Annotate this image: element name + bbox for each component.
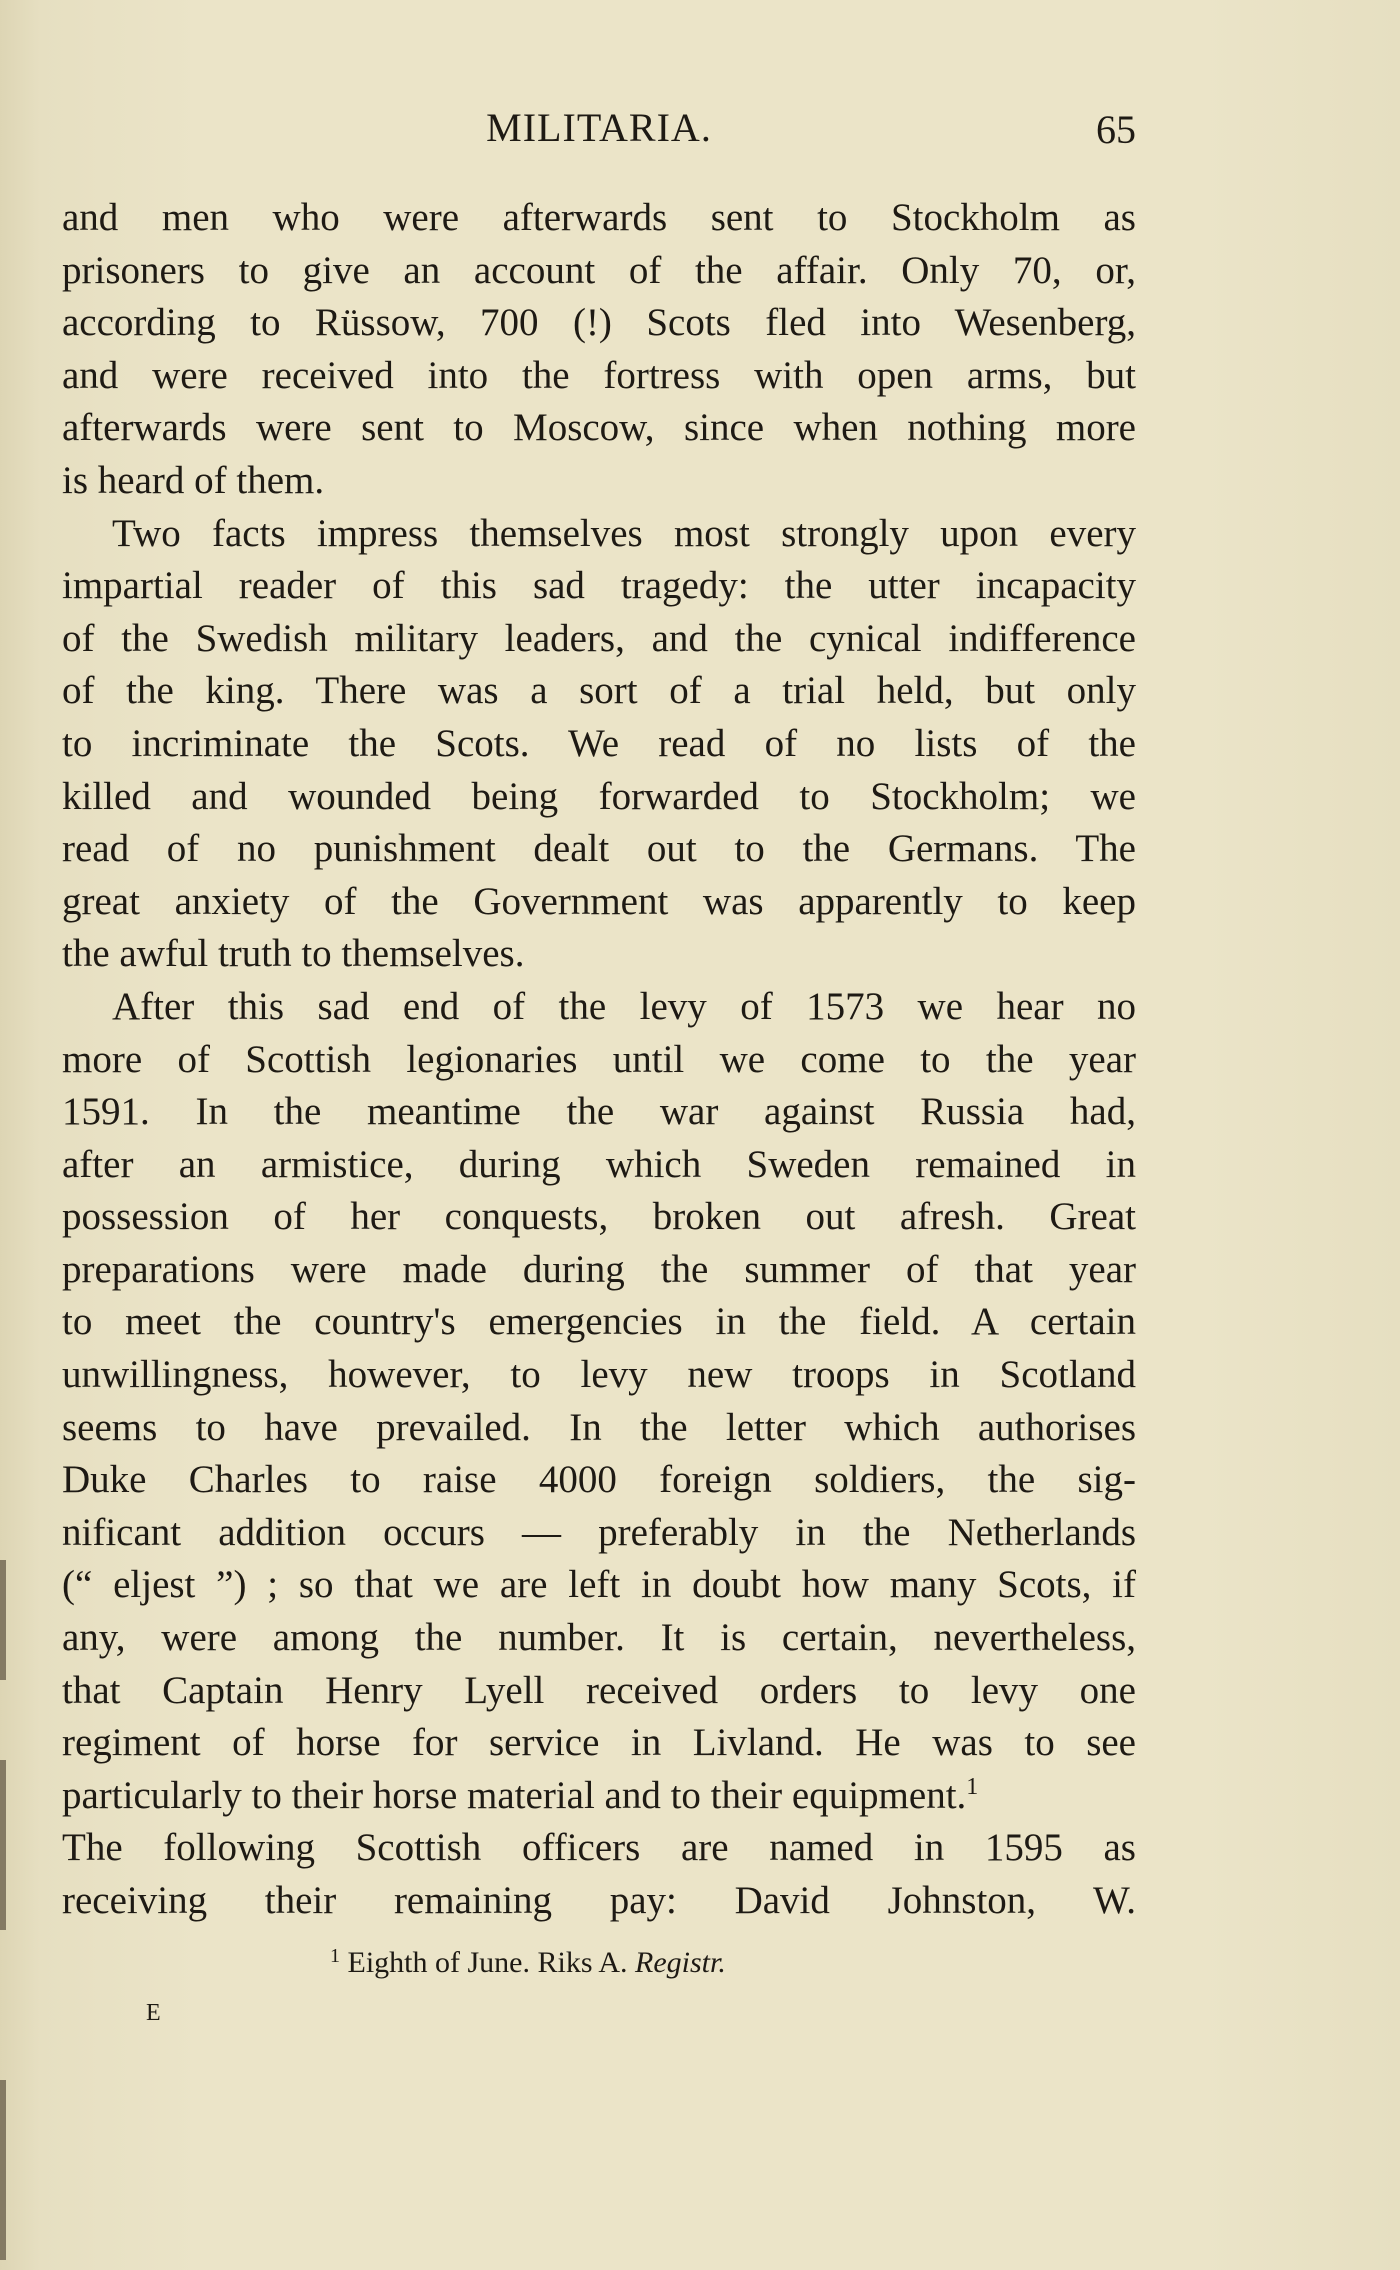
text-line: Duke Charles to raise 4000 foreign soldiers, the sig- xyxy=(62,1458,1136,1502)
footnote-reference: 1 xyxy=(966,1773,979,1800)
text-line: afterwards were sent to Moscow, since when nothing more xyxy=(62,406,1136,450)
text-line: impartial reader of this sad tragedy: the utter incapacity xyxy=(62,564,1136,608)
page-header xyxy=(62,98,1136,162)
binding-edge-mark xyxy=(0,1760,6,1930)
paragraph xyxy=(62,192,1136,508)
running-title: MILITARIA. xyxy=(486,105,712,150)
text-line: to meet the country's emergencies in the field. A certain xyxy=(62,1300,1136,1344)
page-number: 65 xyxy=(1096,107,1136,152)
text-line: 1591. In the meantime the war against Russia had, xyxy=(62,1090,1136,1134)
binding-edge-mark xyxy=(0,1560,6,1680)
text-line: great anxiety of the Government was apparently to keep xyxy=(62,879,1136,923)
text-line: according to Rüssow, 700 (!) Scots fled into Wesenberg, xyxy=(62,301,1136,345)
text-line: Two facts impress themselves most strongly upon every xyxy=(112,511,1136,555)
text-line: After this sad end of the levy of 1573 we hear no xyxy=(112,984,1136,1028)
text-line: killed and wounded being forwarded to Stockholm; we xyxy=(62,774,1136,818)
text-line: (“ eljest ”) ; so that we are left in doubt how many Scots, if xyxy=(62,1563,1136,1607)
footnote-marker: 1 xyxy=(330,1945,340,1967)
text-line: regiment of horse for service in Livland. He was to see xyxy=(62,1721,1136,1765)
footnote-text: Eighth of June. Riks A. xyxy=(347,1946,628,1979)
text-line: more of Scottish legionaries until we come to the year xyxy=(62,1037,1136,1081)
text-line: The following Scottish officers are named in 1595 as xyxy=(62,1826,1136,1870)
binding-edge-mark xyxy=(0,2080,6,2260)
text-line: and men who were afterwards sent to Stockholm as xyxy=(62,196,1136,239)
text-line: read of no punishment dealt out to the Germans. The xyxy=(62,827,1136,871)
text-line: of the king. There was a sort of a trial held, but only xyxy=(62,669,1136,713)
text-line: is heard of them. xyxy=(62,458,325,502)
text-line: that Captain Henry Lyell received orders to levy one xyxy=(62,1668,1136,1712)
text-line-with-footnote xyxy=(62,1770,1136,1823)
text-line: seems to have prevailed. In the letter which authorises xyxy=(62,1405,1136,1449)
printer-signature-mark: E xyxy=(146,2000,162,2026)
text-line: and were received into the fortress with open arms, but xyxy=(62,353,1136,397)
text-line: of the Swedish military leaders, and the cynical indifference xyxy=(62,616,1136,660)
text-line: preparations were made during the summer of that year xyxy=(62,1247,1136,1291)
paragraph xyxy=(62,981,1136,1928)
text-line: after an armistice, during which Sweden remained in xyxy=(62,1142,1136,1186)
paragraph xyxy=(62,508,1136,981)
text-line: prisoners to give an account of the affair. Only 70, or, xyxy=(62,248,1136,292)
text-line: any, were among the number. It is certain, nevertheless, xyxy=(62,1616,1136,1660)
footnote-source: Registr. xyxy=(635,1946,726,1979)
text-line: to incriminate the Scots. We read of no lists of the xyxy=(62,721,1136,765)
text-line: nificant addition occurs — preferably in the Netherlands xyxy=(62,1510,1136,1554)
text-line-content: particularly to their horse material and to their equipment. xyxy=(62,1773,967,1817)
text-line: the awful truth to themselves. xyxy=(62,932,525,976)
footnote xyxy=(330,1946,726,1980)
text-line: receiving their remaining pay: David Johnston, W. xyxy=(62,1879,1136,1922)
body-text xyxy=(62,192,1136,1928)
text-line: unwillingness, however, to levy new troops in Scotland xyxy=(62,1353,1136,1397)
text-line: possession of her conquests, broken out afresh. Great xyxy=(62,1195,1136,1239)
